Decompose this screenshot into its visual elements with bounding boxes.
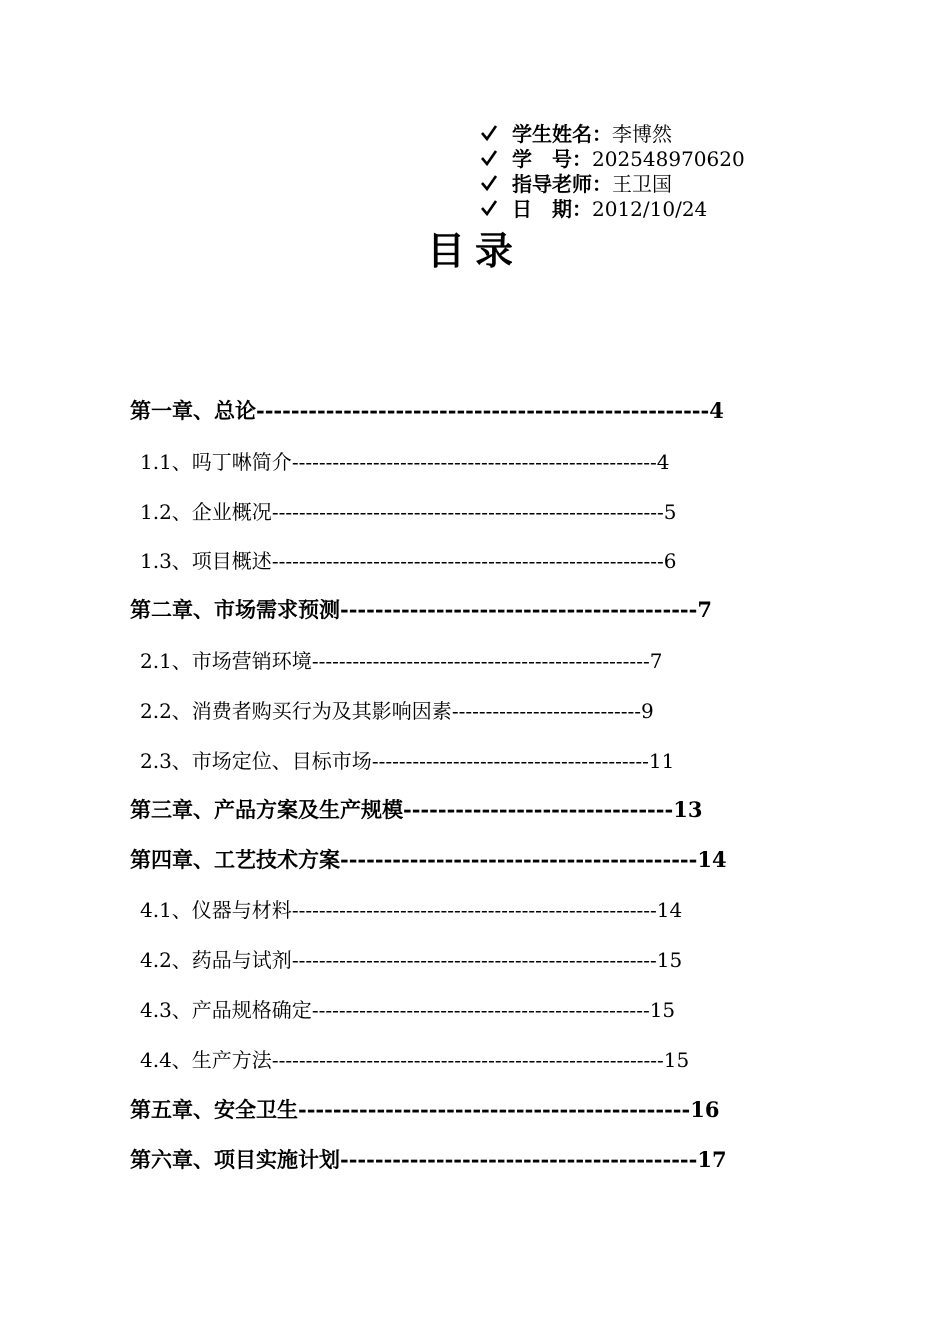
toc-entry-chapter-6[interactable] xyxy=(130,1146,727,1174)
toc-entry-chapter-5[interactable] xyxy=(130,1096,719,1124)
check-icon xyxy=(480,199,498,217)
toc-leader: ------------------------------------------------------ xyxy=(291,948,657,972)
toc-entry-2-1[interactable] xyxy=(140,647,662,675)
toc-entry-text: 2.1、市场营销环境 xyxy=(140,649,312,673)
toc-entry-1-2[interactable] xyxy=(140,498,677,526)
toc-entry-4-4[interactable] xyxy=(140,1046,689,1074)
toc-entry-text: 2.2、消费者购买行为及其影响因素 xyxy=(140,699,452,723)
student-info xyxy=(480,122,745,222)
toc-entry-1-1[interactable] xyxy=(140,448,669,476)
toc-entry-text: 第五章、安全卫生 xyxy=(130,1097,298,1122)
toc-entry-text: 2.3、市场定位、目标市场 xyxy=(140,749,372,773)
info-value: 王卫国 xyxy=(612,172,672,196)
toc-leader: --------------------------------------------- xyxy=(298,1097,691,1122)
check-icon xyxy=(480,149,498,167)
toc-page-number: 16 xyxy=(690,1097,720,1122)
toc-title: 目录 xyxy=(426,229,523,273)
info-value: 2012/10/24 xyxy=(592,197,708,221)
info-label: 学 号： xyxy=(512,147,592,171)
info-label: 指导老师： xyxy=(512,172,612,196)
toc-leader: ----------------------------------------- xyxy=(340,847,698,872)
toc-entry-chapter-3[interactable] xyxy=(130,796,702,824)
toc-leader: ------------------------------- xyxy=(403,797,674,822)
toc-leader: -------------------------------------------------- xyxy=(311,998,650,1022)
toc-entry-text: 第六章、项目实施计划 xyxy=(130,1147,340,1172)
toc-page-number: 14 xyxy=(656,898,683,922)
toc-leader: ----------------------------------------- xyxy=(371,749,649,773)
toc-leader: ---------------------------------------------------------- xyxy=(271,1048,664,1072)
toc-page-number: 15 xyxy=(649,998,676,1022)
toc-entry-1-3[interactable] xyxy=(140,547,677,575)
toc-leader: ----------------------------------------- xyxy=(340,1147,698,1172)
info-value: 李博然 xyxy=(612,122,672,146)
toc-page-number: 4 xyxy=(709,398,724,423)
toc-entry-text: 第一章、总论 xyxy=(130,398,256,423)
toc-entry-chapter-2[interactable] xyxy=(130,596,712,624)
info-value: 202548970620 xyxy=(592,147,745,171)
toc-page-number: 7 xyxy=(649,649,663,673)
toc-page-number: 4 xyxy=(656,450,670,474)
toc-leader: ------------------------------------------------------ xyxy=(291,450,657,474)
toc-entry-text: 4.1、仪器与材料 xyxy=(140,898,292,922)
toc-leader: ---------------------------------------------------------- xyxy=(271,549,664,573)
toc-entry-text: 第二章、市场需求预测 xyxy=(130,597,340,622)
toc-page-number: 11 xyxy=(648,749,675,773)
toc-page-number: 15 xyxy=(656,948,683,972)
toc-entry-text: 4.4、生产方法 xyxy=(140,1048,272,1072)
info-row-name xyxy=(480,122,745,147)
toc-entry-text: 1.3、项目概述 xyxy=(140,549,272,573)
check-icon xyxy=(480,124,498,142)
toc-entry-2-2[interactable] xyxy=(140,697,654,725)
info-row-date xyxy=(480,197,745,222)
toc-entry-text: 1.2、企业概况 xyxy=(140,500,272,524)
toc-leader: ---------------------------------------------------------- xyxy=(271,500,664,524)
info-row-advisor xyxy=(480,172,745,197)
toc-entry-4-1[interactable] xyxy=(140,896,682,924)
toc-entry-text: 第四章、工艺技术方案 xyxy=(130,847,340,872)
toc-entry-chapter-1[interactable] xyxy=(130,397,724,425)
toc-entry-4-2[interactable] xyxy=(140,946,682,974)
toc-entry-text: 第三章、产品方案及生产规模 xyxy=(130,797,403,822)
toc-entry-text: 4.3、产品规格确定 xyxy=(140,998,312,1022)
toc-leader: ----------------------------------------- xyxy=(340,597,698,622)
toc-page-number: 6 xyxy=(663,549,677,573)
toc-page-number: 7 xyxy=(697,597,712,622)
toc-entry-chapter-4[interactable] xyxy=(130,846,727,874)
info-label: 日 期： xyxy=(512,197,592,221)
toc-page-number: 13 xyxy=(673,797,703,822)
info-label: 学生姓名： xyxy=(512,122,612,146)
toc-page-number: 15 xyxy=(663,1048,690,1072)
toc-page-number: 17 xyxy=(697,1147,727,1172)
info-row-id xyxy=(480,147,745,172)
toc-leader: ------------------------------------------------------ xyxy=(291,898,657,922)
toc-page-number: 9 xyxy=(641,699,654,723)
toc-page-number: 14 xyxy=(697,847,727,872)
check-icon xyxy=(480,174,498,192)
toc-entry-text: 1.1、吗丁啉简介 xyxy=(140,450,292,474)
toc-page-number: 5 xyxy=(663,500,677,524)
toc-entry-4-3[interactable] xyxy=(140,996,675,1024)
toc-entry-2-3[interactable] xyxy=(140,747,674,775)
toc-leader: ---------------------------------------------------- xyxy=(256,398,710,423)
toc-leader: ---------------------------- xyxy=(451,699,642,723)
toc-leader: -------------------------------------------------- xyxy=(311,649,650,673)
toc-entry-text: 4.2、药品与试剂 xyxy=(140,948,292,972)
